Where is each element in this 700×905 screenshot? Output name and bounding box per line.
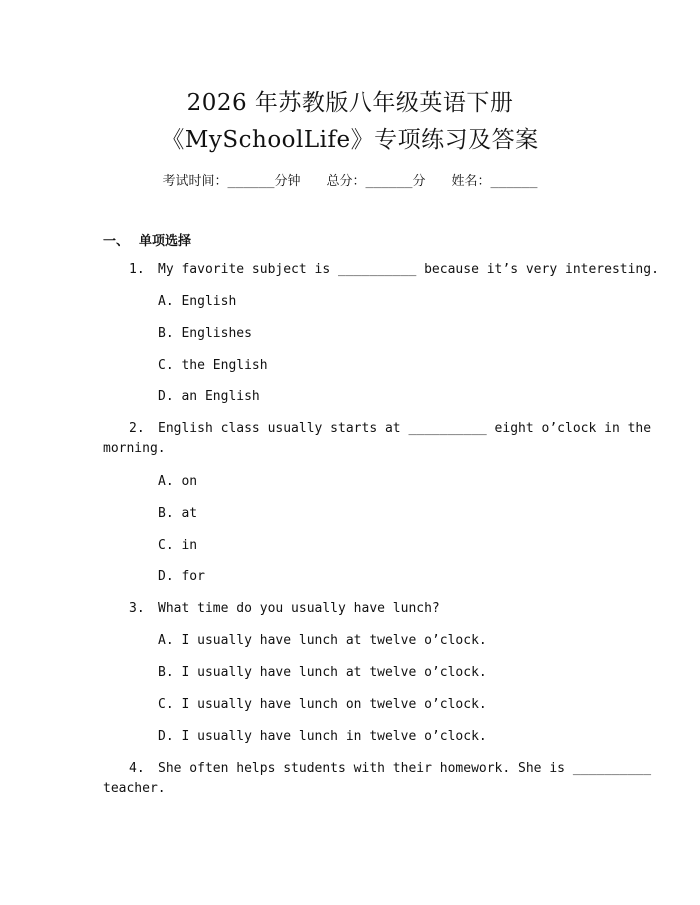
question-3-option-d: D. I usually have lunch in twelve o’clock. <box>158 729 487 744</box>
document-title-line-1: 2026 年苏教版八年级英语下册 <box>186 90 514 116</box>
section-title: 单项选择 <box>139 234 192 249</box>
question-number: 2. <box>129 421 145 436</box>
question-1-option-c: C. the English <box>158 358 268 373</box>
document-title-line-2: 《MySchoolLife》专项练习及答案 <box>161 127 539 153</box>
student-name-label: 姓名：______ <box>451 174 538 189</box>
question-text: My favorite subject is __________ because it’s very interesting. <box>158 262 659 277</box>
question-1-option-d: D. an English <box>158 389 260 404</box>
question-2-option-a: A. on <box>158 474 198 489</box>
question-3-option-c: C. I usually have lunch on twelve o’clock. <box>158 697 487 712</box>
question-2-option-c: C. in <box>158 538 198 553</box>
question-1-option-a: A. English <box>158 294 237 309</box>
question-3-option-a: A. I usually have lunch at twelve o’clock. <box>158 633 487 648</box>
question-3-option-b: B. I usually have lunch at twelve o’clock. <box>158 665 487 680</box>
question-text: English class usually starts at __________ eight o’clock in the <box>158 421 652 436</box>
total-score-label: 总分：______分 <box>326 174 426 189</box>
question-number: 3. <box>129 601 145 616</box>
question-text: She often helps students with their homework. She is __________ <box>158 761 652 776</box>
question-number: 4. <box>129 761 145 776</box>
question-2-option-b: B. at <box>158 506 198 521</box>
exam-info-line <box>0 170 700 189</box>
question-text-continuation: teacher. <box>103 781 166 796</box>
exam-time-label: 考试时间：______分钟 <box>162 174 301 189</box>
section-number: 一、 <box>103 234 130 249</box>
question-text: What time do you usually have lunch? <box>158 601 440 616</box>
question-1-option-b: B. Englishes <box>158 326 252 341</box>
question-2-option-d: D. for <box>158 569 205 584</box>
section-heading <box>103 230 191 249</box>
question-text-continuation: morning. <box>103 441 166 456</box>
question-number: 1. <box>129 262 145 277</box>
